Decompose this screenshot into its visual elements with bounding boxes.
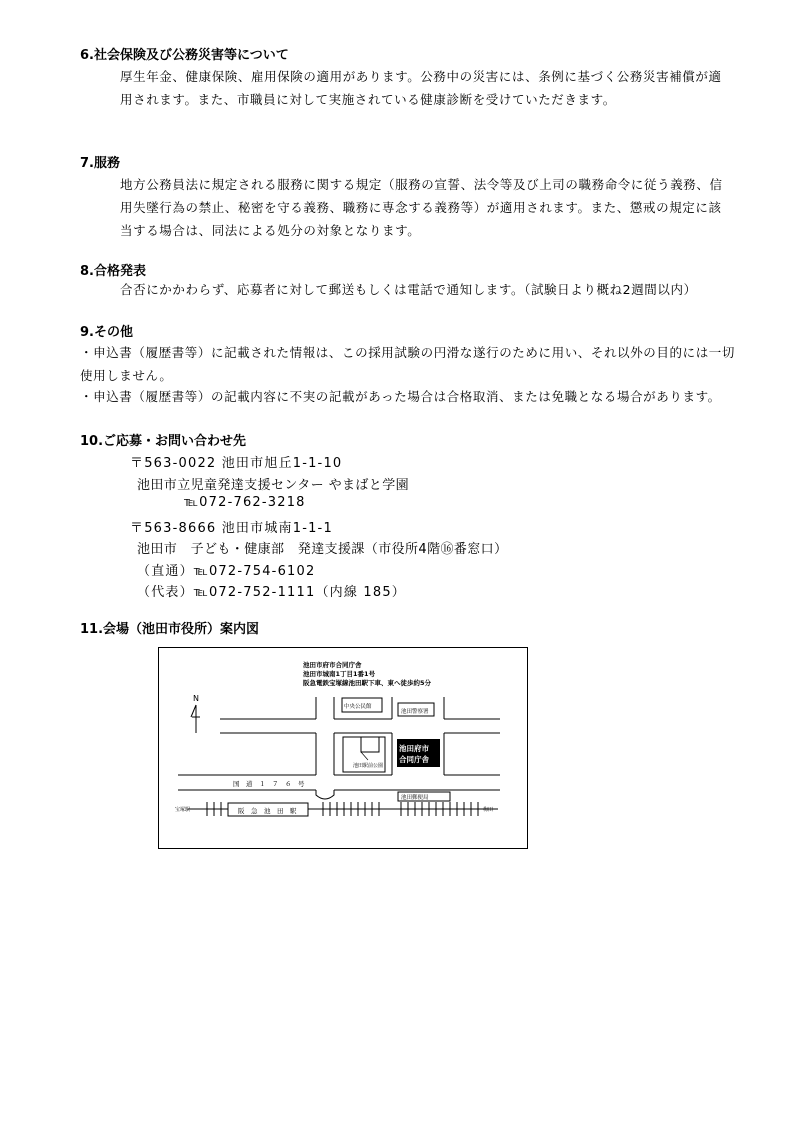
- contact-tel-2: （直通）℡072-754-6102: [137, 564, 316, 579]
- section-8-body: 合否にかかわらず、応募者に対して郵送もしくは電話で通知します。（試験日より概ね2週間以内）: [120, 282, 697, 297]
- map-header-address: 池田市城南1丁目1番1号: [303, 670, 376, 678]
- contact-tel-3: （代表）℡072-752-1111（内線 185）: [137, 585, 407, 600]
- central-hall-label: 中央公民館: [344, 704, 372, 710]
- contact-tel-1: ℡072-762-3218: [184, 495, 306, 510]
- post-office-label: 池田郵便局: [401, 795, 429, 801]
- route-label: 国 道 １ ７ ６ 号: [233, 780, 305, 788]
- city-hall-label-2: 合同庁舎: [399, 755, 429, 764]
- section-11-title: 11.会場（池田市役所）案内図: [80, 622, 260, 637]
- section-6-body: 厚生年金、健康保険、雇用保険の適用があります。公務中の災害には、条例に基づく公務災害補償が適用されます。また、市職員に対して実施されている健康診断を受けていただきます。: [120, 69, 722, 107]
- section-9-bullet-2: ・申込書（履歴書等）の記載内容に不実の記載があった場合は合格取消、または免職となる場合があります。: [80, 389, 721, 404]
- section-6-title: 6.社会保険及び公務災害等について: [80, 48, 289, 63]
- police-label: 池田警察署: [401, 709, 429, 715]
- section-7-body: 地方公務員法に規定される服務に関する規定（服務の宣誓、法令等及び上司の職務命令に従う義務、信用失墜行為の禁止、秘密を守る義務、職務に専念する義務等）が適用されます。また、懲戒の規定に該当する場合は、同法による処分の対象となります。: [120, 177, 723, 238]
- section-8-title: 8.合格発表: [80, 264, 146, 279]
- contact-address-1: 〒563-0022 池田市旭丘1-1-10: [130, 456, 343, 471]
- north-label: N: [193, 694, 199, 703]
- section-9-title: 9.その他: [80, 325, 133, 340]
- map-header-name: 池田市府市合同庁舎: [303, 661, 362, 669]
- venue-map: [158, 647, 528, 849]
- section-9-bullet-1: ・申込書（履歴書等）に記載された情報は、この採用試験の円滑な遂行のために用い、それ以外の目的には一切使用しません。: [80, 345, 736, 383]
- section-7-title: 7.服務: [80, 156, 120, 171]
- direction-right-label: 梅田: [483, 807, 494, 813]
- direction-left-label: 宝塚駅: [175, 807, 191, 813]
- map-header-access: 阪急電鉄宝塚線池田駅下車、東へ徒歩約5分: [303, 679, 432, 687]
- contact-org-2: 池田市 子ども・健康部 発達支援課（市役所4階⑯番窓口）: [137, 542, 508, 557]
- station-label: 阪 急 池 田 駅: [238, 807, 297, 815]
- contact-address-2: 〒563-8666 池田市城南1-1-1: [130, 521, 333, 536]
- park-inner-box: [361, 737, 379, 752]
- park-label: 池田駅前公園: [353, 763, 384, 769]
- section-10-title: 10.ご応募・お問い合わせ先: [80, 434, 247, 449]
- city-hall-label-1: 池田府市: [399, 744, 429, 753]
- contact-org-1: 池田市立児童発達支援センター やまばと学園: [137, 478, 410, 493]
